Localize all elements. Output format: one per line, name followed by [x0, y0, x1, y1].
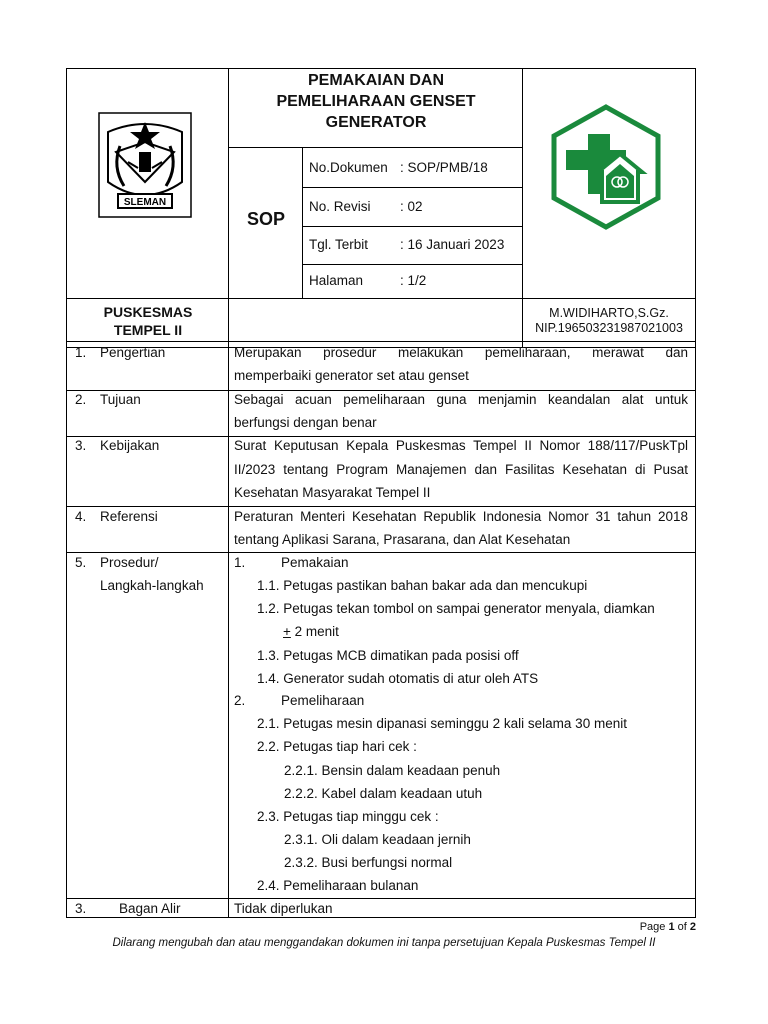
section-text: memperbaiki generator set atau genset — [234, 368, 469, 383]
header-divider — [522, 68, 523, 348]
section-number: 3. — [75, 438, 87, 453]
title-line: GENERATOR — [325, 114, 427, 131]
section-number: 4. — [75, 509, 87, 524]
section-text: berfungsi dengan benar — [234, 415, 377, 430]
step-number: 1. — [234, 555, 246, 570]
step-item: 2.4. Pemeliharaan bulanan — [257, 878, 419, 893]
step-item-text: 2 menit — [290, 624, 339, 639]
section-text: Surat Keputusan Kepala Puskesmas Tempel II Nomor 188/117/PuskTpl — [234, 438, 688, 453]
puskesmas-logo — [550, 104, 662, 230]
header-divider — [66, 298, 696, 299]
section-number: 2. — [75, 392, 87, 407]
organization-name — [68, 303, 228, 339]
doc-number-value: : SOP/PMB/18 — [400, 160, 488, 175]
step-subitem: 2.3.1. Oli dalam keadaan jernih — [284, 832, 471, 847]
page-total: 2 — [689, 921, 696, 933]
org-line: TEMPEL II — [113, 322, 183, 338]
step-item: 1.4. Generator sudah otomatis di atur oleh ATS — [257, 671, 539, 686]
org-line: PUSKESMAS — [103, 304, 193, 320]
doc-number-label: No.Dokumen — [309, 160, 388, 175]
page-label: Halaman — [309, 273, 364, 288]
step-heading: Pemakaian — [281, 555, 349, 570]
step-item: 1.1. Petugas pastikan bahan bakar ada dan mencukupi — [257, 578, 588, 593]
step-item: 1.3. Petugas MCB dimatikan pada posisi off — [257, 648, 519, 663]
revision-label: No. Revisi — [309, 199, 371, 214]
header-divider — [228, 68, 229, 348]
document-title — [230, 70, 522, 133]
sleman-logo — [98, 112, 192, 218]
section-number: 5. — [75, 555, 87, 570]
revision-value: : 02 — [400, 199, 423, 214]
step-item-continuation — [283, 620, 339, 643]
section-label-kebijakan: Kebijakan — [100, 438, 160, 453]
plus-minus-sign: + — [283, 624, 291, 639]
step-item: 2.2. Petugas tiap hari cek : — [257, 739, 417, 754]
signer-nip: NIP.196503231987021003 — [535, 321, 683, 335]
sleman-emblem-icon — [98, 112, 192, 218]
page-indicator — [640, 921, 696, 933]
step-number: 2. — [234, 693, 246, 708]
section-text: Tidak diperlukan — [234, 901, 333, 916]
step-subitem: 2.3.2. Busi berfungsi normal — [284, 855, 453, 870]
step-subitem: 2.2.1. Bensin dalam keadaan penuh — [284, 763, 501, 778]
step-item: 2.1. Petugas mesin dipanasi seminggu 2 kali selama 30 menit — [257, 716, 627, 731]
page-value: : 1/2 — [400, 273, 427, 288]
section-label-referensi: Referensi — [100, 509, 158, 524]
step-subitem: 2.2.2. Kabel dalam keadaan utuh — [284, 786, 483, 801]
issue-date-label: Tgl. Terbit — [309, 237, 369, 252]
page-prefix: Page — [639, 921, 669, 933]
title-line: PEMELIHARAAN GENSET — [276, 93, 476, 110]
section-text: II/2023 tentang Program Manajemen dan Fasilitas Kesehatan di Pusat — [234, 462, 688, 477]
section-text: Kesehatan Masyarakat Tempel II — [234, 485, 431, 500]
issue-date-value: : 16 Januari 2023 — [400, 237, 505, 252]
section-text: tentang Aplikasi Sarana, Prasarana, dan Alat Kesehatan — [234, 532, 571, 547]
section-number: 3. — [75, 901, 87, 916]
sop-label: SOP — [246, 209, 285, 229]
section-label-pengertian: Pengertian — [100, 345, 166, 360]
header-divider — [302, 187, 522, 188]
page-of: of — [674, 921, 690, 933]
page-current: 1 — [668, 921, 675, 933]
section-number: 1. — [75, 345, 87, 360]
body-divider — [66, 552, 696, 553]
section-label-prosedur: Prosedur/ — [100, 555, 159, 570]
step-item: 1.2. Petugas tekan tombol on sampai generator menyala, diamkan — [257, 601, 655, 616]
header-divider — [302, 147, 303, 298]
section-label-prosedur: Langkah-langkah — [100, 578, 204, 593]
title-line: PEMAKAIAN DAN — [308, 72, 444, 89]
signer-name: M.WIDIHARTO,S.Gz. — [549, 306, 669, 320]
header-divider — [302, 264, 522, 265]
section-label-bagan-alir: Bagan Alir — [119, 901, 181, 916]
footer-note: Dilarang mengubah dan atau menggandakan dokumen ini tanpa persetujuan Kepala Puskesmas Tempel II — [112, 937, 656, 949]
puskesmas-cross-icon — [550, 104, 662, 230]
step-heading: Pemeliharaan — [281, 693, 365, 708]
section-text: Merupakan prosedur melakukan pemeliharaan, merawat dan — [234, 345, 688, 360]
header-divider — [228, 147, 522, 148]
section-label-tujuan: Tujuan — [100, 392, 141, 407]
section-text: Peraturan Menteri Kesehatan Republik Indonesia Nomor 31 tahun 2018 — [234, 509, 688, 524]
section-text: Sebagai acuan pemeliharaan guna menjamin keandalan alat untuk — [234, 392, 688, 407]
signer-block — [524, 306, 694, 336]
header-divider — [302, 226, 522, 227]
body-divider — [228, 341, 229, 918]
svg-text:SLEMAN: SLEMAN — [123, 197, 167, 208]
step-item: 2.3. Petugas tiap minggu cek : — [257, 809, 439, 824]
